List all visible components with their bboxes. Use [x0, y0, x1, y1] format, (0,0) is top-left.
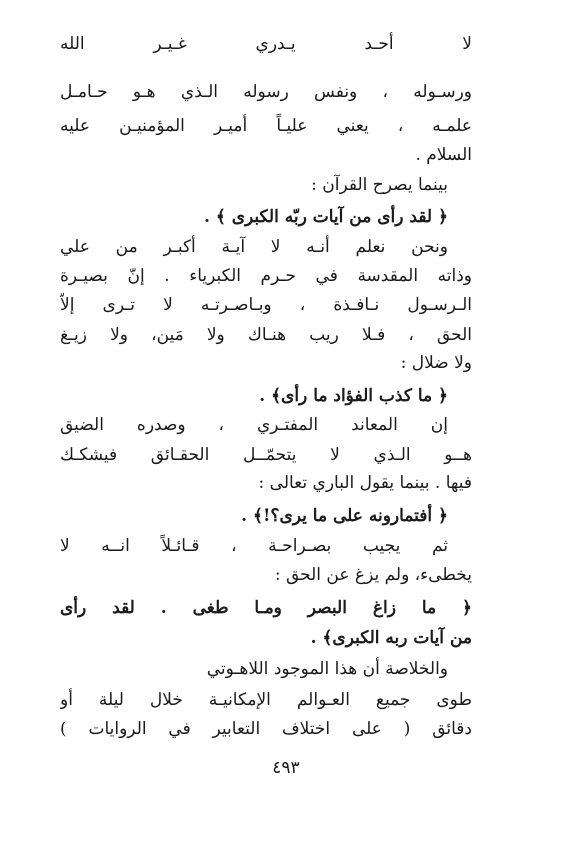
line-23: دقائق ( على اختلاف التعابير في الروايات )	[60, 719, 472, 739]
line-13: إن المعاند المفتـري ، وصدره الضيق	[60, 415, 448, 435]
line-8: وذاته المقدسة في حـرم الكبرياء . إنّ بصيـرة	[60, 266, 472, 286]
line-4: السلام .	[415, 145, 472, 165]
page-number: ٤٩٣	[272, 758, 300, 778]
line-2: ورسـوله ، ونفس رسوله الـذي هـو حـامـل	[60, 82, 472, 102]
line-3: علمـه ، يعني عليـاً أميـر المؤمنيـن عليه	[60, 116, 472, 136]
quran-verse-4: ﴿ ما زاغ البصر ومـا طغى . لقد رأى	[60, 598, 472, 618]
line-15: فيها . بينما يقول الباري تعالى :	[258, 473, 472, 493]
line-14: هــو الـذي لا يتحمّــل الحقـائق فيشكـك	[60, 445, 472, 465]
line-9: الـرسـول نـافـذة ، وبـاصـرتـه لا تـرى إلاّ	[60, 295, 472, 315]
line-7: ونحن نعلم أنـه لا آيـة أكبـر من علي	[60, 237, 448, 257]
line-22: طوى جميع العـوالم الإمكانيـة خلال ليلة أو	[60, 690, 472, 710]
line-10: الحق ، فـلا ريب هنـاك ولا مَين، ولا زيـغ	[60, 325, 472, 345]
quran-verse-4-end: من آيات ربه الكبرى﴾ .	[310, 628, 472, 648]
line-21: والخلاصة أن هذا الموجود اللاهـوتي	[206, 659, 448, 679]
line-11: ولا ضلال :	[400, 353, 472, 373]
line-17: ثم يجيب بصـراحـة ، قـائـلاً انــه لا	[60, 536, 448, 556]
line-5: بينما يصرح القرآن :	[311, 175, 448, 195]
quran-verse-1: ﴿ لقد رأى من آيات ربّه الكبرى ﴾ .	[204, 207, 448, 227]
quran-verse-3: ﴿ أفتمارونه على ما يرى؟!﴾ .	[241, 506, 448, 526]
line-1: لا أحـد يـدري غـيـر الله	[60, 34, 472, 54]
quran-verse-2: ﴿ ما كذب الفؤاد ما رأى﴾ .	[259, 386, 448, 406]
line-18: يخطىء، ولم يزغ عن الحق :	[274, 565, 472, 585]
